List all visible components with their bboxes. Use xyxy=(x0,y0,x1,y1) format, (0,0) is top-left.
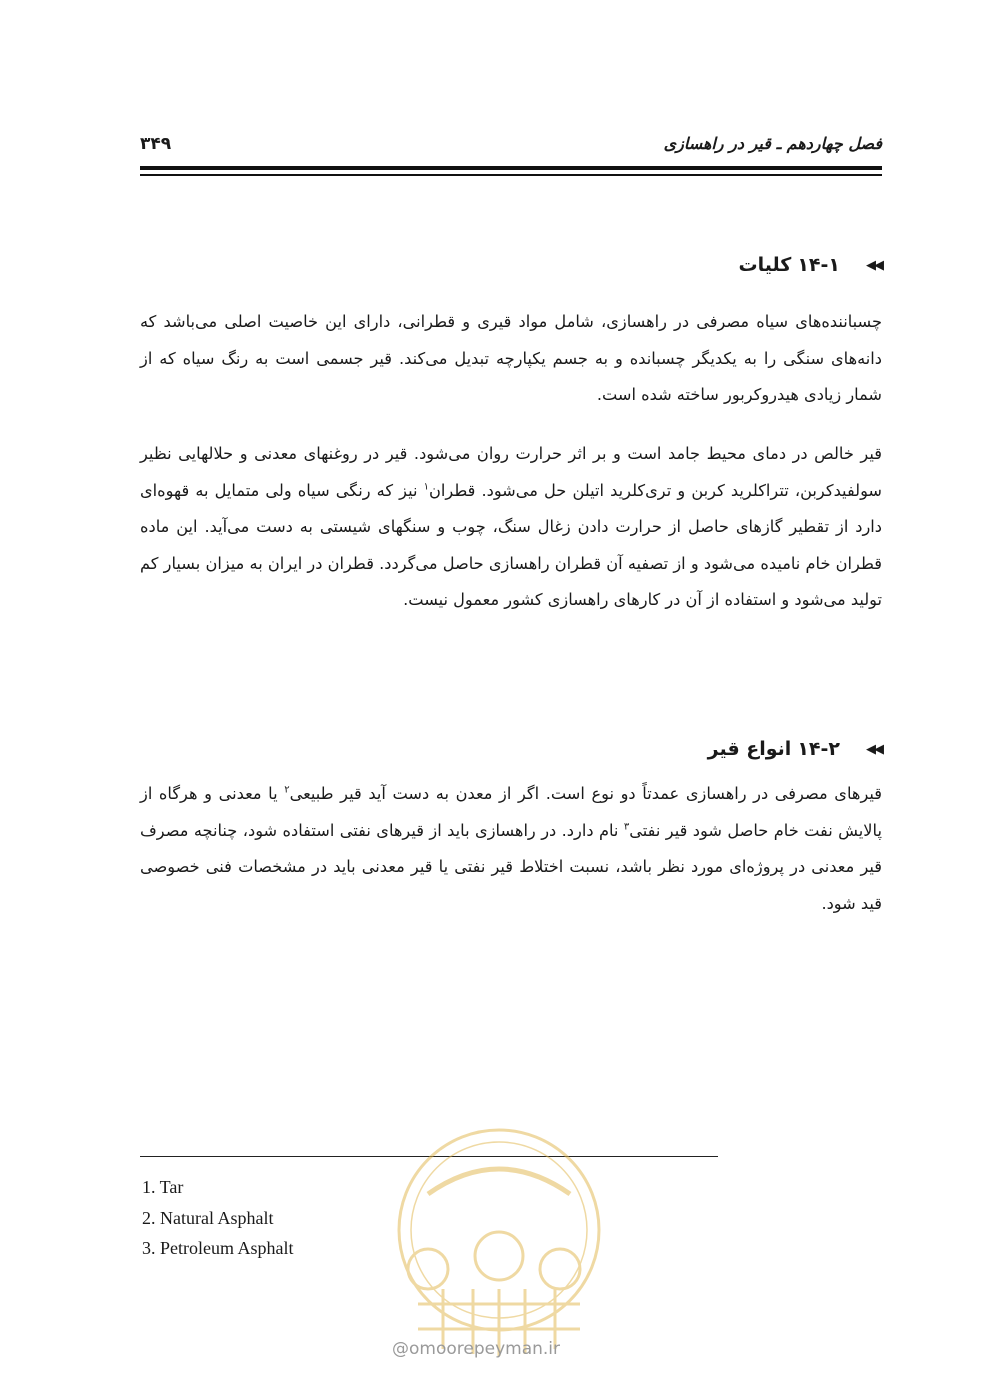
footnote-item: 3. Petroleum Asphalt xyxy=(142,1238,294,1258)
page-number: ۳۴۹ xyxy=(140,134,172,154)
watermark-logo xyxy=(388,1124,610,1372)
paragraph-text: یا معدنی و هرگاه از پالایش نفت خام حاصل شود قیر نفتی xyxy=(140,784,882,840)
footnote-ref: ۳ xyxy=(623,821,630,833)
paragraph xyxy=(140,776,882,922)
footnote-item: 1. Tar xyxy=(142,1177,184,1197)
running-title: فصل چهاردهم ـ قیر در راهسازی xyxy=(663,134,882,153)
footnote-ref: ۲ xyxy=(284,784,290,796)
section-title: کلیات xyxy=(738,254,792,276)
paragraph-text: نام دارد. در راهسازی باید از قیرهای نفتی استفاده شود، چنانچه مصرف قیر معدنی در پروژه‌ای مورد نظر باشد، نسبت اختلاط قیر نفتی یا قیر معدنی باید در مشخصات فنی خصوصی قید شود. xyxy=(140,820,882,913)
arrow-marker-icon: ◀◀ xyxy=(866,741,882,757)
footnote-item: 2. Natural Asphalt xyxy=(142,1207,274,1228)
paragraph-text: نیز که رنگی سیاه ولی متمایل به قهوه‌ای دارد از تقطیر گازهای حاصل از حرارت دادن زغال سنگ، چوب و سنگهای شیستی به دست می‌آید. این ماده قطران خام نامیده می‌شود و از تصفیه آن قطران راهسازی حاصل می‌گردد. قطران در ایران به میزان بسیار کم تولید می‌شود و استفاده از آن در کارهای راهسازی کشور معمول نیست. xyxy=(140,480,882,609)
paragraph xyxy=(140,436,882,619)
footnote-ref: ۱ xyxy=(423,481,429,493)
section-heading-2 xyxy=(708,738,882,760)
section-heading-1 xyxy=(739,254,882,276)
watermark-site: @omoorepeyman.ir xyxy=(392,1339,561,1359)
paragraph: چسباننده‌های سیاه مصرفی در راهسازی، شامل مواد قیری و قطرانی، دارای این خاصیت اصلی می‌باشد که دانه‌های سنگی را به یکدیگر چسبانده و به جسم یکپارچه تبدیل می‌کند. قیر جسمی است به رنگ سیاه که از شمار زیادی هیدروکربور ساخته شده است. xyxy=(140,312,882,404)
header-rule-thick xyxy=(140,166,882,170)
header-rule-thin xyxy=(140,174,882,176)
paragraph-text: قیرهای مصرفی در راهسازی عمدتاً دو نوع است. اگر از معدن به دست آید قیر طبیعی xyxy=(289,784,882,803)
section-number: ۱۴-۱ xyxy=(797,254,840,276)
paragraph-text: قیر خالص در دمای محیط جامد است و بر اثر حرارت روان می‌شود. قیر در روغنهای معدنی و حلالهایی نظیر سولفیدکربن، تتراکلرید کربن و تری‌کلرید اتیلن حل می‌شود. قطران xyxy=(140,444,882,500)
arrow-marker-icon: ◀◀ xyxy=(866,257,882,273)
section-title: انواع قیر xyxy=(707,738,792,760)
section-number: ۱۴-۲ xyxy=(797,738,840,760)
footnotes xyxy=(142,1172,294,1264)
